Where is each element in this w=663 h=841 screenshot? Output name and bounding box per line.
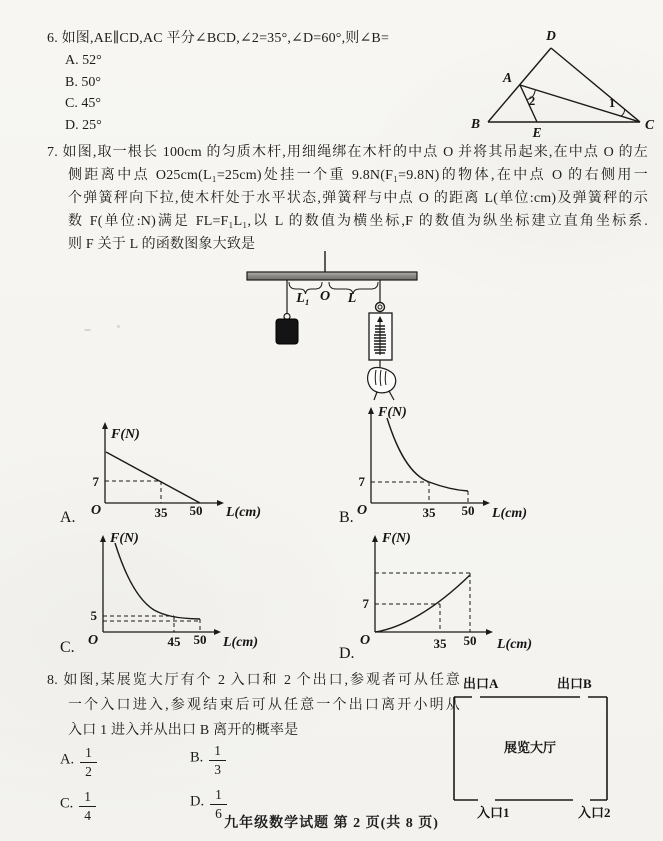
option-letter: B. [339, 509, 354, 526]
hall-name-label: 展览大厅 [503, 740, 557, 755]
fraction-denominator: 4 [84, 807, 92, 823]
vertex-B-label: B [470, 116, 480, 131]
option-letter: C. [60, 639, 75, 656]
segment-AC [520, 85, 640, 122]
y-axis-arrow [372, 535, 378, 542]
x-axis-arrow [486, 629, 493, 635]
q7-line-2: 侧距离中点 O25cm(L₁=25cm)处挂一个重 9.8N(F₁=9.8N)的物体,在中点 O 的右侧用一 [68, 168, 648, 183]
x-tick-50: 50 [193, 632, 207, 647]
curve-linear-decreasing [106, 452, 200, 503]
entrance-1-label: 入口1 [477, 805, 510, 820]
x-axis-label: L(cm) [226, 505, 261, 520]
q7-line-5: 则 F 关于 L 的函数图象大致是 [68, 237, 256, 252]
x-axis-arrow [483, 500, 490, 506]
x-tick-35: 35 [422, 505, 436, 520]
q8-stem [47, 668, 460, 743]
exit-A-label: 出口A [463, 676, 499, 691]
L-distance-label: L [347, 291, 357, 306]
L1-distance-label: L₁ [296, 291, 310, 306]
q8-option-a-fraction [80, 746, 97, 778]
q7-line-3: 个弹簧秤向下拉,使木杆处于水平状态,弹簧秤与中点 O 的距离 L(单位:cm)及弹簧秤的示 [68, 191, 648, 206]
x-tick-50: 50 [461, 503, 475, 518]
segment-DC [551, 48, 640, 122]
pulling-hand [368, 368, 396, 400]
q8-exhibition-hall-figure [450, 672, 662, 822]
graph-C-plot [58, 528, 308, 660]
fraction-numerator: 1 [209, 744, 226, 761]
angle-1-arc [621, 109, 625, 116]
q6-option-a: A. 52° [65, 53, 102, 68]
q6-options [65, 50, 102, 136]
q8-option-a-label: A. [60, 751, 75, 768]
guide-dashes [105, 481, 161, 503]
x-tick-50: 50 [189, 503, 203, 518]
angle-2-label: 2 [528, 93, 536, 108]
q7-line-1: 7. 如图,取一根长 100cm 的匀质木杆,用细绳绑在木杆的中点 O 并将其吊起来,在中点 O 的左 [47, 145, 648, 160]
y-tick-5: 5 [90, 608, 97, 623]
fraction-denominator: 3 [214, 761, 222, 777]
graph-option-A [55, 402, 305, 535]
q8-line-2: 一个入口进入,参观结束后可从任意一个出口离开小明从 [68, 698, 460, 713]
q8-option-b-label: B. [190, 749, 204, 766]
q8-option-d-label: D. [190, 793, 205, 810]
option-letter: D. [339, 645, 355, 662]
wooden-rod [247, 272, 417, 280]
page-footer: 九年级数学试题 第 2 页(共 8 页) [224, 816, 439, 831]
q8-line-1: 8. 如图,某展览大厅有个 2 入口和 2 个出口,参观者可从任意 [47, 673, 460, 688]
y-axis-label: F(N) [382, 531, 411, 546]
q8-option-a [60, 746, 97, 778]
fraction-numerator: 1 [210, 788, 227, 805]
vertex-C-label: C [645, 117, 655, 132]
option-letter: A. [60, 509, 76, 526]
x-axis-label: L(cm) [492, 506, 527, 521]
angle-1-label: 1 [608, 95, 616, 110]
y-tick-7: 7 [362, 596, 369, 611]
x-tick-50: 50 [463, 633, 477, 648]
graph-option-D [337, 528, 557, 671]
x-axis-arrow [217, 500, 224, 506]
guide-dashes [371, 482, 468, 503]
exit-B-label: 出口B [557, 676, 592, 691]
graph-B-plot [337, 400, 547, 530]
y-axis-label: F(N) [111, 427, 140, 442]
scan-artifact [117, 325, 120, 328]
curve-hyperbola [387, 418, 468, 491]
graph-option-C [58, 528, 308, 665]
q8-option-b [190, 744, 226, 776]
y-axis-label: F(N) [378, 405, 407, 420]
x-axis-arrow [214, 629, 221, 635]
weight-mass [276, 319, 298, 344]
x-tick-45: 45 [167, 634, 181, 649]
origin-label: O [87, 633, 99, 648]
q8-line-3: 入口 1 进入并从出口 B 离开的概率是 [68, 723, 299, 738]
origin-label: O [356, 503, 368, 518]
q6-triangle-figure [462, 24, 662, 144]
y-axis-arrow [368, 407, 374, 414]
y-tick-7: 7 [92, 474, 99, 489]
y-tick-7: 7 [358, 474, 365, 489]
q8-option-c-label: C. [60, 795, 74, 812]
fraction-numerator: 1 [80, 746, 97, 763]
scale-ring-inner [378, 305, 382, 309]
entrance-2-label: 入口2 [578, 805, 611, 820]
q7-lever-apparatus-figure [230, 246, 430, 401]
x-axis-label: L(cm) [223, 635, 258, 650]
graph-D-plot [337, 528, 557, 666]
point-E-label: E [532, 125, 542, 140]
segment-BD [488, 48, 551, 122]
q7-line-4: 数 F(单位:N)满足 FL=F₁L₁,以 L 的数值为横坐标,F 的数值为纵坐标建立直角坐标系. [68, 214, 648, 229]
fraction-numerator: 1 [79, 790, 96, 807]
vertex-D-label: D [546, 28, 556, 43]
origin-label: O [90, 503, 102, 518]
y-axis-label: F(N) [110, 531, 139, 546]
fraction-denominator: 6 [215, 805, 222, 821]
y-axis-arrow [102, 422, 108, 429]
q6-stem: 6. 如图,AE∥CD,AC 平分∠BCD,∠2=35°,∠D=60°,则∠B= [47, 31, 390, 46]
y-axis-arrow [100, 535, 106, 542]
guide-dashes [375, 573, 470, 632]
scan-artifact [84, 329, 91, 331]
origin-label: O [359, 633, 371, 648]
x-tick-35: 35 [433, 636, 447, 651]
x-axis-label: L(cm) [497, 637, 532, 652]
graph-option-B [337, 400, 547, 535]
q6-option-b: B. 50° [65, 74, 101, 90]
x-tick-35: 35 [154, 505, 168, 520]
q6-option-d: D. 25° [65, 117, 102, 133]
fraction-denominator: 2 [85, 763, 92, 779]
q6-option-c: C. 45° [65, 96, 101, 111]
graph-A-plot [55, 402, 305, 530]
scale-ring [376, 303, 385, 312]
vertex-A-label: A [502, 70, 512, 85]
q7-stem [47, 141, 648, 256]
midpoint-O-label: O [319, 289, 331, 304]
curve-hyperbola [115, 543, 200, 619]
q8-option-b-fraction [209, 744, 226, 776]
